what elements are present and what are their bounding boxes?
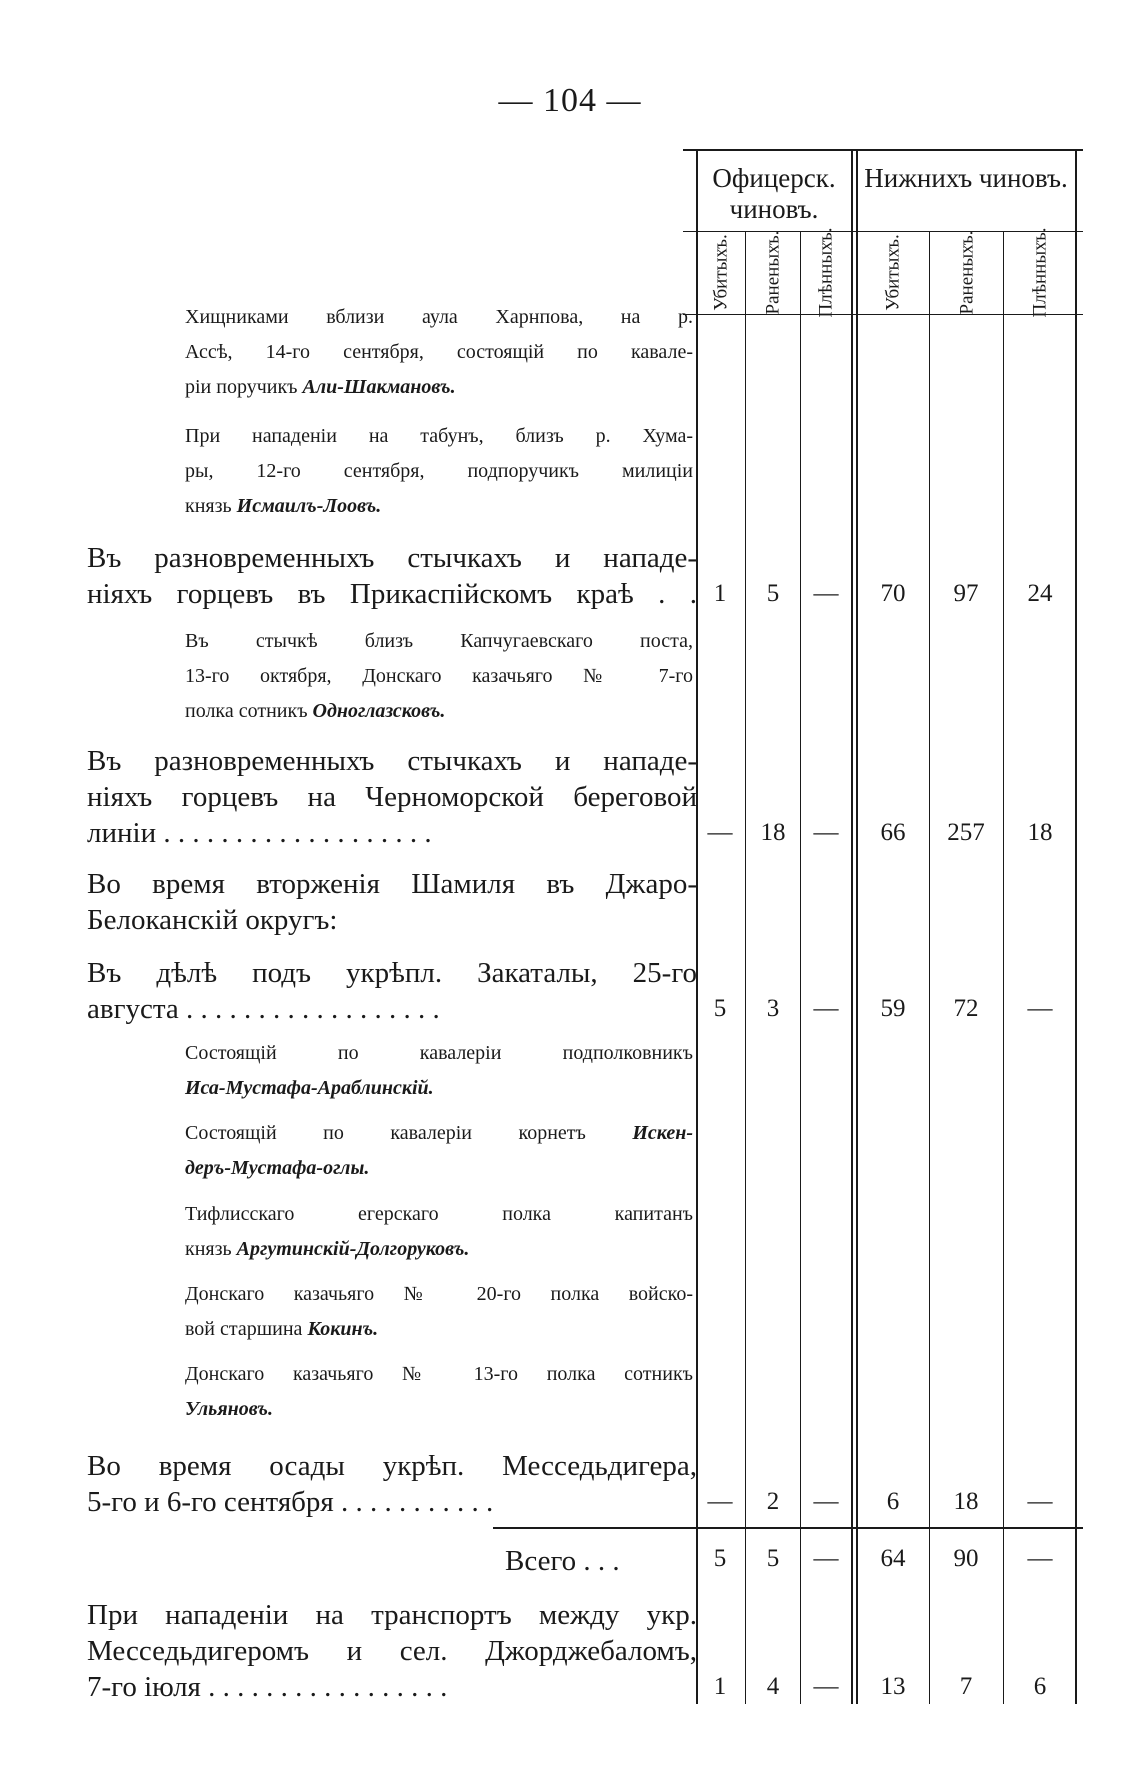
header-wounded-lower: Раненыхъ.: [956, 230, 978, 315]
cell: 7: [959, 1673, 973, 1700]
entry-text: При нападеніи на табунъ, близъ р. Хума-: [185, 425, 693, 447]
officer-name: Искен-: [632, 1122, 693, 1144]
cell: 72: [953, 995, 979, 1022]
officer-name: Одноглазсковъ.: [312, 700, 446, 722]
entry-text: Донскаго казачьяго № 20-го полка войско-: [185, 1283, 693, 1305]
cell: —: [707, 1488, 733, 1515]
header-captured-lower: Плѣнныхъ.: [1029, 227, 1051, 318]
entry-text: Донскаго казачьяго № 13-го полка сотникъ: [185, 1363, 693, 1385]
cell: 59: [880, 995, 906, 1022]
cell: 5: [713, 995, 727, 1022]
header-captured-officers: Плѣнныхъ.: [815, 227, 837, 318]
cell: 1: [713, 580, 727, 607]
cell: 5: [766, 1545, 780, 1572]
entry-text: князь Аргутинскій-Долгоруковъ.: [185, 1238, 470, 1260]
cell: 18: [953, 1488, 979, 1515]
total-rule: [493, 1527, 1083, 1529]
cell: 5: [713, 1545, 727, 1572]
entry-text: 7-го іюля . . . . . . . . . . . . . . . . .: [87, 1671, 448, 1703]
entry-text: Ассѣ, 14-го сентября, состоящій по кавале-: [185, 341, 693, 363]
header-killed-lower: Убитыхъ.: [882, 234, 904, 311]
cell: 4: [766, 1673, 780, 1700]
cell: —: [813, 1488, 839, 1515]
cell: —: [813, 995, 839, 1022]
entry-text: Въ разновременныхъ стычкахъ и нападе-: [87, 745, 697, 777]
entry-text: Состоящій по кавалеріи подполковникъ: [185, 1042, 693, 1064]
cell: 18: [1027, 819, 1053, 846]
officer-name: деръ-Мустафа-оглы.: [185, 1157, 370, 1179]
officer-name: Кокинъ.: [307, 1318, 379, 1340]
entry-text: ріи поручикъ Али-Шакмановъ.: [185, 376, 456, 398]
cell: 6: [1033, 1673, 1047, 1700]
entry-text: августа . . . . . . . . . . . . . . . . . .: [87, 993, 440, 1025]
cell: 2: [766, 1488, 780, 1515]
cell: 13: [880, 1673, 906, 1700]
page-number: — 104 —: [498, 82, 642, 119]
cell: 64: [880, 1545, 906, 1572]
officer-name: Иса-Мустафа-Араблинскій.: [185, 1077, 434, 1099]
entry-text: Въ дѣлѣ подъ укрѣпл. Закаталы, 25-го: [87, 957, 697, 989]
entry-text: Хищниками вблизи аула Харнпова, на р.: [185, 306, 693, 328]
cell: —: [707, 819, 733, 846]
header-lower-ranks: Нижнихъ чиновъ.: [864, 163, 1068, 193]
cell: 70: [880, 580, 906, 607]
entry-text: Въ разновременныхъ стычкахъ и нападе-: [87, 542, 697, 574]
cell: 3: [766, 995, 780, 1022]
entry-text: [185, 1151, 693, 1186]
cell: 5: [766, 580, 780, 607]
entry-text: [185, 1392, 693, 1427]
entry-text: ры, 12-го сентября, подпоручикъ милиціи: [185, 460, 693, 482]
entry-text: вой старшина Кокинъ.: [185, 1318, 379, 1340]
header-wounded-officers: Раненыхъ.: [762, 230, 784, 315]
entry-text: 5-го и 6-го сентября . . . . . . . . . . .: [87, 1486, 494, 1518]
officer-name: Исмаилъ-Лоовъ.: [236, 495, 382, 517]
officer-name: Ульяновъ.: [185, 1398, 273, 1420]
header-officers: Офицерск. чиновъ.: [712, 163, 836, 224]
entry-text: полка сотникъ Одноглазсковъ.: [185, 700, 446, 722]
cell: —: [813, 580, 839, 607]
cell: 24: [1027, 580, 1053, 607]
officer-name: Аргутинскій-Долгоруковъ.: [236, 1238, 470, 1260]
cell: —: [1027, 1545, 1053, 1572]
cell: —: [1027, 1488, 1053, 1515]
total-label: Всего . . .: [505, 1545, 620, 1577]
entry-text: Во время вторженія Шамиля въ Джаро-: [87, 868, 697, 900]
entry-text: линіи . . . . . . . . . . . . . . . . . . .: [87, 817, 432, 849]
entry-text: Во время осады укрѣп. Месседьдигера,: [87, 1450, 697, 1482]
entry-text: ніяхъ горцевъ въ Прикаспійскомъ краѣ . .: [87, 578, 697, 610]
cell: 66: [880, 819, 906, 846]
cell: 90: [953, 1545, 979, 1572]
cell: 18: [760, 819, 786, 846]
entry-text: Состоящій по кавалеріи корнетъ Искен-: [185, 1122, 693, 1144]
cell: 6: [886, 1488, 900, 1515]
entry-text: Месседьдигеромъ и сел. Джорджебаломъ,: [87, 1635, 697, 1667]
cell: —: [1027, 995, 1053, 1022]
cell: 97: [953, 580, 979, 607]
entry-text: князь Исмаилъ-Лоовъ.: [185, 495, 382, 517]
entry-text: При нападеніи на транспортъ между укр.: [87, 1599, 697, 1631]
entry-text: [185, 1071, 693, 1106]
entry-text: Тифлисскаго егерскаго полка капитанъ: [185, 1203, 693, 1225]
entry-text: ніяхъ горцевъ на Черноморской береговой: [87, 781, 697, 813]
entry-text: 13-го октября, Донскаго казачьяго № 7-го: [185, 665, 693, 687]
cell: 1: [713, 1673, 727, 1700]
header-killed-officers: Убитыхъ.: [710, 234, 732, 311]
entry-text: Въ стычкѣ близъ Капчугаевскаго поста,: [185, 630, 693, 652]
cell: —: [813, 819, 839, 846]
cell: 257: [947, 819, 985, 846]
officer-name: Али-Шакмановъ.: [302, 376, 456, 398]
cell: —: [813, 1545, 839, 1572]
cell: —: [813, 1673, 839, 1700]
entry-text: Белоканскій округъ:: [87, 904, 338, 936]
